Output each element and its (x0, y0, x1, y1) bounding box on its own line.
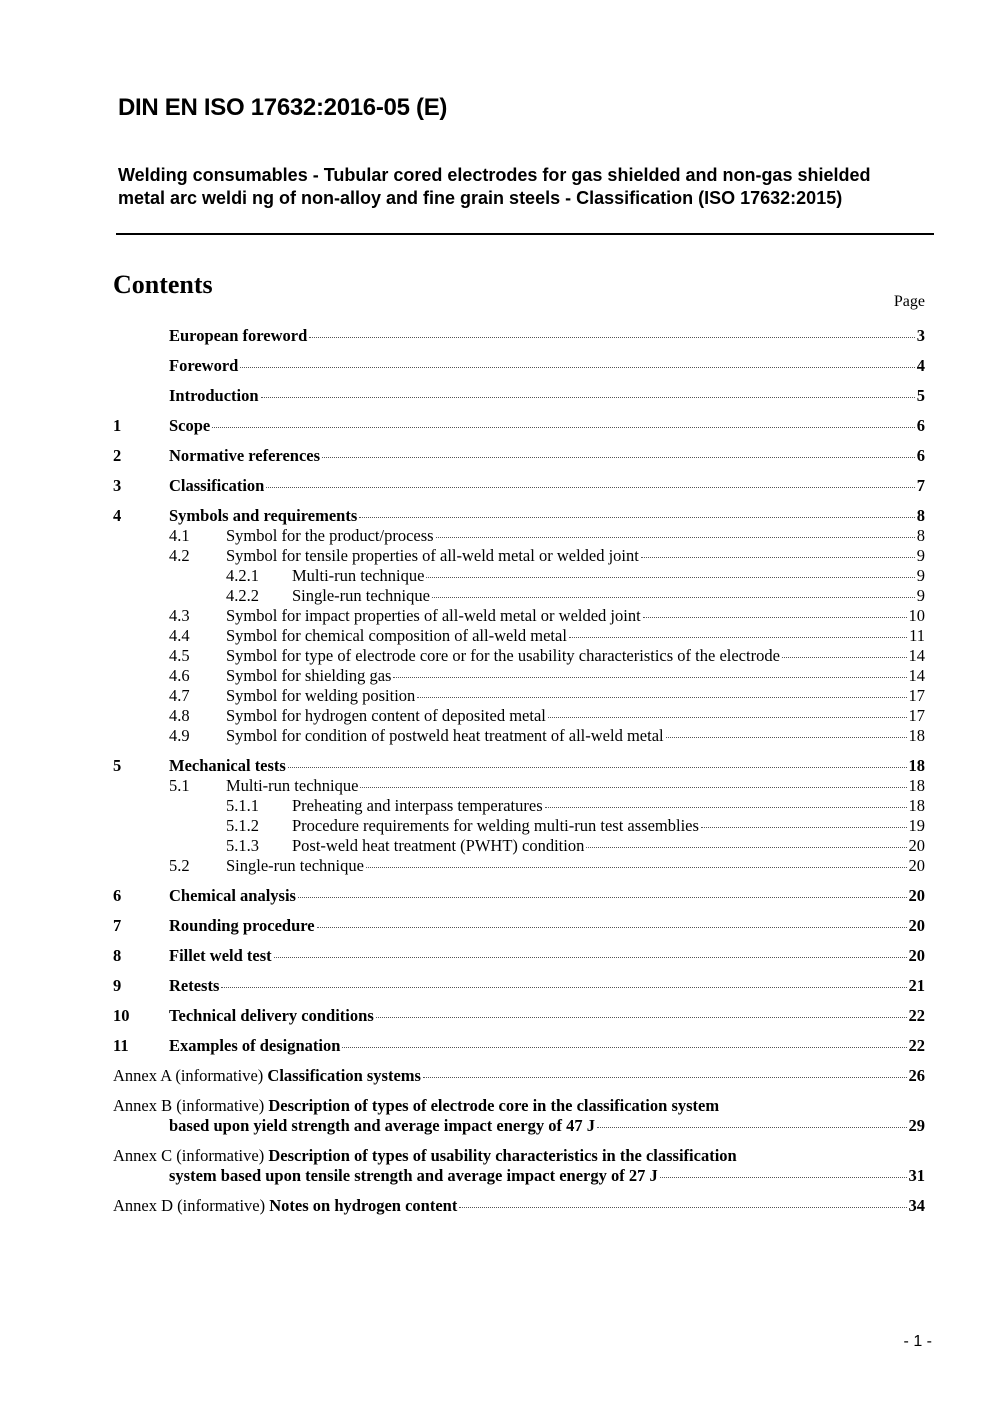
toc-page-number: 17 (908, 686, 925, 705)
section-title: Preheating and interpass temperatures (292, 796, 543, 815)
section-title: Foreword (169, 356, 239, 375)
dot-leader (266, 487, 914, 488)
section-title: Examples of designation (169, 1036, 341, 1055)
toc-entry[interactable] (113, 756, 925, 776)
toc-entry[interactable] (113, 526, 925, 546)
dot-leader (701, 827, 907, 828)
toc-page-number: 6 (916, 416, 925, 435)
toc-entry-annex[interactable] (113, 1196, 925, 1216)
toc-page-number: 29 (908, 1116, 925, 1135)
section-number: 4.2.2 (226, 586, 259, 605)
toc-entry[interactable] (113, 386, 925, 406)
section-number: 1 (113, 416, 122, 435)
section-number: 4 (113, 506, 122, 525)
toc-entry[interactable] (113, 686, 925, 706)
section-number: 4.2.1 (226, 566, 259, 585)
section-title: Normative references (169, 446, 321, 465)
section-title: Rounding procedure (169, 916, 315, 935)
toc-entry[interactable] (113, 916, 925, 936)
toc-page-number: 21 (908, 976, 925, 995)
annex-title: Description of types of electrode core in the classification system (268, 1096, 720, 1115)
toc-page-number: 20 (908, 916, 925, 935)
section-title: Multi-run technique (226, 776, 359, 795)
section-title: Retests (169, 976, 220, 995)
toc-entry[interactable] (113, 886, 925, 906)
annex-title-continued: based upon yield strength and average impact energy of 47 J (169, 1116, 595, 1135)
section-title: Single-run technique (292, 586, 430, 605)
toc-page-number: 9 (916, 586, 925, 605)
toc-entry[interactable] (113, 446, 925, 466)
section-number: 5 (113, 756, 122, 775)
annex-line (113, 1196, 925, 1216)
dot-leader (261, 397, 915, 398)
dot-leader (366, 867, 907, 868)
toc-page-number: 11 (909, 626, 925, 645)
toc-entry[interactable] (113, 726, 925, 746)
annex-title: Classification systems (267, 1066, 421, 1085)
toc-page-number: 22 (908, 1006, 925, 1025)
toc-entry[interactable] (113, 836, 925, 856)
toc-page-number: 6 (916, 446, 925, 465)
toc-entry-annex[interactable] (113, 1096, 925, 1136)
dot-leader (342, 1047, 906, 1048)
dot-leader (586, 847, 906, 848)
toc-page-number: 9 (916, 566, 925, 585)
dot-leader (548, 717, 907, 718)
section-title: Symbol for condition of postweld heat treatment of all-weld metal (226, 726, 664, 745)
annex-prefix: Annex A (informative) (113, 1066, 264, 1085)
toc-page-number: 18 (908, 756, 925, 775)
page-number: - 1 - (903, 1333, 932, 1350)
toc-page-number: 14 (908, 666, 925, 685)
toc-entry[interactable] (113, 706, 925, 726)
section-title: Post-weld heat treatment (PWHT) condition (292, 836, 585, 855)
toc-entry[interactable] (113, 606, 925, 626)
section-title: Fillet weld test (169, 946, 272, 965)
toc-entry[interactable] (113, 776, 925, 796)
annex-line (113, 1146, 925, 1166)
dot-leader (309, 337, 914, 338)
dot-leader (641, 557, 915, 558)
section-title: Symbol for the product/process (226, 526, 434, 545)
section-title: Symbol for shielding gas (226, 666, 392, 685)
dot-leader (376, 1017, 907, 1018)
toc-page-number: 18 (908, 796, 925, 815)
toc-entry[interactable] (113, 416, 925, 436)
section-number: 4.5 (169, 646, 190, 665)
section-number: 5.1.2 (226, 816, 259, 835)
toc-page-number: 4 (916, 356, 925, 375)
section-title: Scope (169, 416, 211, 435)
toc-page-number: 20 (908, 946, 925, 965)
annex-title: Notes on hydrogen content (269, 1196, 458, 1215)
section-number: 11 (113, 1036, 129, 1055)
annex-title: Description of types of usability characteristics in the classification (268, 1146, 737, 1165)
toc-entry[interactable] (113, 976, 925, 996)
toc-entry[interactable] (113, 326, 925, 346)
section-title: Classification (169, 476, 265, 495)
section-title: Procedure requirements for welding multi-run test assemblies (292, 816, 699, 835)
annex-text (113, 1196, 925, 1216)
dot-leader (393, 677, 906, 678)
section-title: Chemical analysis (169, 886, 296, 905)
section-title: Symbol for impact properties of all-weld metal or welded joint (226, 606, 641, 625)
toc-page-number: 18 (908, 776, 925, 795)
dot-leader (423, 1077, 907, 1078)
toc-entry[interactable] (113, 506, 925, 526)
section-number: 5.1.1 (226, 796, 259, 815)
section-number: 5.1.3 (226, 836, 259, 855)
section-title: European foreword (169, 326, 308, 345)
toc-entry[interactable] (113, 546, 925, 566)
dot-leader (298, 897, 907, 898)
table-of-contents (113, 326, 925, 1216)
toc-entry[interactable] (113, 1006, 925, 1026)
dot-leader (436, 537, 915, 538)
toc-page-number: 17 (908, 706, 925, 725)
page-column-label: Page (893, 293, 925, 310)
dot-leader (317, 927, 907, 928)
toc-entry[interactable] (113, 946, 925, 966)
toc-entry-annex[interactable] (113, 1146, 925, 1186)
toc-entry[interactable] (113, 646, 925, 666)
toc-page-number: 8 (916, 526, 925, 545)
toc-page-number: 8 (916, 506, 925, 525)
document-title: DIN EN ISO 17632:2016-05 (E) (118, 94, 448, 121)
toc-entry[interactable] (113, 566, 925, 586)
toc-page-number: 20 (908, 856, 925, 875)
section-number: 2 (113, 446, 122, 465)
toc-entry[interactable] (113, 666, 925, 686)
section-title: Symbol for tensile properties of all-weld metal or welded joint (226, 546, 639, 565)
section-number: 5.2 (169, 856, 190, 875)
toc-page-number: 7 (916, 476, 925, 495)
toc-entry[interactable] (113, 586, 925, 606)
dot-leader (545, 807, 907, 808)
section-number: 4.4 (169, 626, 190, 645)
section-title: Single-run technique (226, 856, 364, 875)
dot-leader (322, 457, 915, 458)
toc-page-number: 19 (908, 816, 925, 835)
toc-page-number: 26 (908, 1066, 925, 1085)
section-title: Mechanical tests (169, 756, 286, 775)
dot-leader (288, 767, 907, 768)
toc-entry[interactable] (113, 796, 925, 816)
toc-page-number: 22 (908, 1036, 925, 1055)
toc-entry-annex[interactable] (113, 1066, 925, 1086)
section-title: Symbols and requirements (169, 506, 358, 525)
header-rule (116, 233, 934, 235)
section-title: Symbol for chemical composition of all-weld metal (226, 626, 567, 645)
section-number: 3 (113, 476, 122, 495)
dot-leader (569, 637, 907, 638)
dot-leader (666, 737, 907, 738)
section-number: 4.2 (169, 546, 190, 565)
dot-leader (360, 787, 906, 788)
section-number: 7 (113, 916, 122, 935)
section-number: 4.9 (169, 726, 190, 745)
dot-leader (643, 617, 907, 618)
annex-prefix: Annex B (informative) (113, 1096, 265, 1115)
section-number: 4.8 (169, 706, 190, 725)
annex-text (113, 1096, 925, 1136)
toc-entry[interactable] (113, 816, 925, 836)
dot-leader (782, 657, 907, 658)
document-subtitle: Welding consumables - Tubular cored electrodes for gas shielded and non-gas shielded metal arc weldi ng of non-alloy and fine grain steels - Classification (ISO 17632:2015) (118, 165, 871, 208)
dot-leader (660, 1177, 907, 1178)
section-number: 4.1 (169, 526, 190, 545)
dot-leader (240, 367, 914, 368)
dot-leader (597, 1127, 907, 1128)
section-title: Introduction (169, 386, 259, 405)
section-number: 4.3 (169, 606, 190, 625)
toc-page-number: 14 (908, 646, 925, 665)
annex-line (113, 1096, 925, 1116)
section-title: Symbol for type of electrode core or for the usability characteristics of the electrode (226, 646, 780, 665)
annex-prefix: Annex D (informative) (113, 1196, 266, 1215)
section-number: 9 (113, 976, 122, 995)
annex-title-continued: system based upon tensile strength and average impact energy of 27 J (169, 1166, 658, 1185)
toc-entry[interactable] (113, 356, 925, 376)
section-number: 10 (113, 1006, 130, 1025)
toc-page-number: 18 (908, 726, 925, 745)
toc-page-number: 20 (908, 836, 925, 855)
dot-leader (359, 517, 914, 518)
section-title: Symbol for welding position (226, 686, 416, 705)
annex-line-2 (113, 1166, 925, 1186)
toc-entry[interactable] (113, 476, 925, 496)
toc-page-number: 10 (908, 606, 925, 625)
dot-leader (459, 1207, 906, 1208)
annex-text (113, 1066, 925, 1086)
section-title: Symbol for hydrogen content of deposited metal (226, 706, 546, 725)
dot-leader (274, 957, 907, 958)
annex-line-2 (113, 1116, 925, 1136)
section-number: 4.6 (169, 666, 190, 685)
section-number: 4.7 (169, 686, 190, 705)
dot-leader (426, 577, 914, 578)
dot-leader (432, 597, 915, 598)
section-number: 5.1 (169, 776, 190, 795)
toc-page-number: 34 (908, 1196, 925, 1215)
section-number: 8 (113, 946, 122, 965)
contents-heading: Contents (113, 270, 213, 299)
toc-page-number: 31 (908, 1166, 925, 1185)
toc-page-number: 5 (916, 386, 925, 405)
section-number: 6 (113, 886, 122, 905)
annex-line (113, 1066, 925, 1086)
dot-leader (417, 697, 906, 698)
toc-entry[interactable] (113, 626, 925, 646)
section-title: Technical delivery conditions (169, 1006, 374, 1025)
toc-page-number: 9 (916, 546, 925, 565)
toc-entry[interactable] (113, 856, 925, 876)
section-title: Multi-run technique (292, 566, 425, 585)
toc-entry[interactable] (113, 1036, 925, 1056)
dot-leader (212, 427, 915, 428)
annex-prefix: Annex C (informative) (113, 1146, 265, 1165)
toc-page-number: 3 (916, 326, 925, 345)
annex-text (113, 1146, 925, 1186)
toc-page-number: 20 (908, 886, 925, 905)
dot-leader (221, 987, 906, 988)
